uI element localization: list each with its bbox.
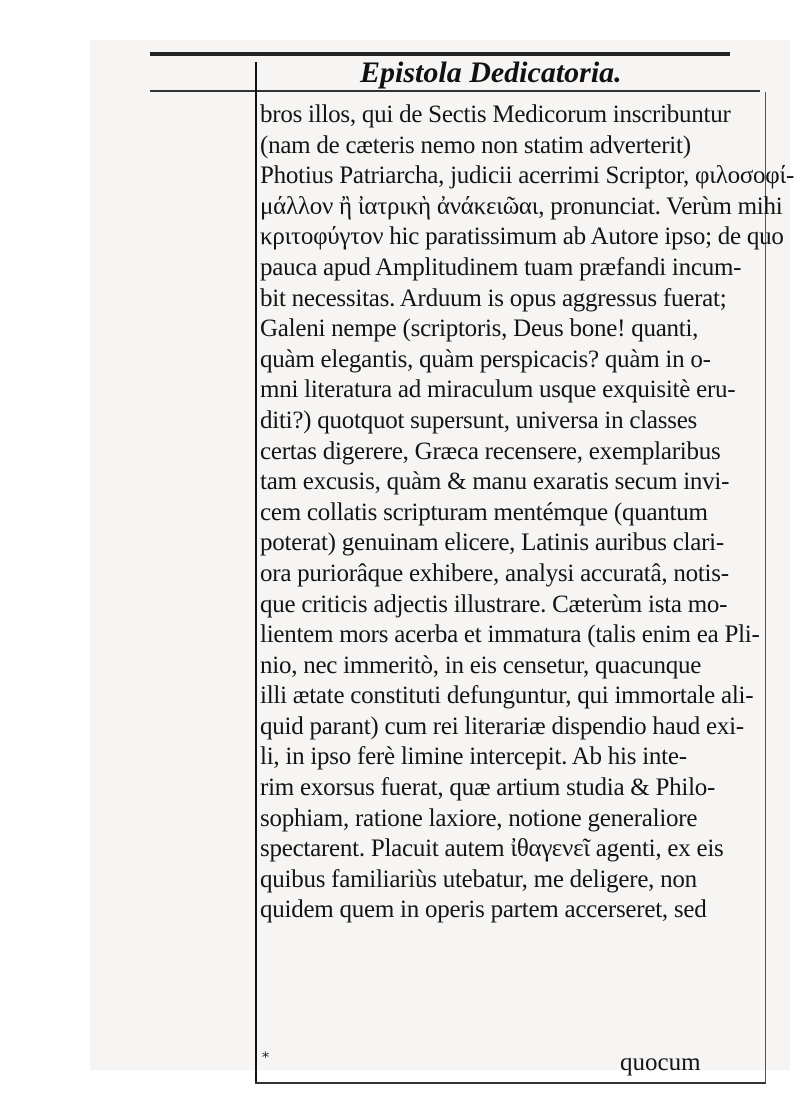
text-line: bros illos, qui de Sectis Medicorum inscribuntur — [260, 101, 731, 128]
text-line: lientem mors acerba et immatura (talis enim ea Pli- — [260, 621, 760, 649]
text-line: μάλλον ἢ ἰατρικὴ ἀνάκειῶαι, pronunciat. Verùm mihi — [260, 192, 783, 220]
text-line: quid parant) cum rei literariæ dispendio haud exi- — [260, 712, 744, 740]
text-line: certas digerere, Græca recensere, exemplaribus — [260, 437, 721, 465]
text-line: tam excusis, quàm & manu exaratis secum invi- — [260, 468, 730, 496]
text-line: poterat) genuinam elicere, Latinis auribus clari- — [260, 529, 724, 557]
text-line: (nam de cæteris nemo non statim adverterit) — [260, 131, 691, 159]
page-header: Epistola Dedicatoria. — [360, 56, 622, 89]
signature-mark: * — [262, 1050, 269, 1066]
text-line: bit necessitas. Arduum is opus aggressus fuerat; — [260, 284, 727, 312]
text-line: Galeni nempe (scriptoris, Deus bone! quanti, — [260, 315, 699, 343]
text-line: Photius Patriarcha, judicii acerrimi Scriptor, φιλοσοφί- — [260, 162, 795, 190]
text-line: quàm elegantis, quàm perspicacis? quàm in o- — [260, 345, 711, 373]
text-line: ora puriorâque exhibere, analysi accuratâ, notis- — [260, 559, 729, 587]
text-line: illi ætate constituti defunguntur, qui immortale ali- — [260, 682, 754, 710]
catchword: quocum — [620, 1049, 701, 1076]
text-line: quibus familiariùs utebatur, me deligere, non — [260, 865, 697, 893]
text-line: κριτοφύγτον hic paratissimum ab Autore ipso; de quo — [260, 223, 784, 251]
text-line: sophiam, ratione laxiore, notione generaliore — [260, 804, 698, 832]
text-line: cem collatis scripturam mentémque (quantum — [260, 498, 708, 526]
text-line: nio, nec immeritò, in eis censetur, quacunque — [260, 651, 702, 679]
text-line: mni literatura ad miraculum usque exquisitè eru- — [260, 376, 736, 404]
text-line: pauca apud Amplitudinem tuam præfandi incum- — [260, 253, 742, 281]
text-line: quidem quem in operis partem accerseret, sed — [260, 896, 707, 924]
text-line: spectarent. Placuit autem ἰθαγενεῖ agenti, ex eis — [260, 835, 724, 863]
text-line: li, in ipso ferè limine intercepit. Ab his inte- — [260, 743, 687, 771]
text-line: que criticis adjectis illustrare. Cæterùm ista mo- — [260, 590, 728, 618]
body-text — [260, 100, 795, 926]
text-line: diti?) quotquot supersunt, universa in classes — [260, 406, 698, 434]
text-line: rim exorsus fuerat, quæ artium studia & Philo- — [260, 774, 716, 802]
